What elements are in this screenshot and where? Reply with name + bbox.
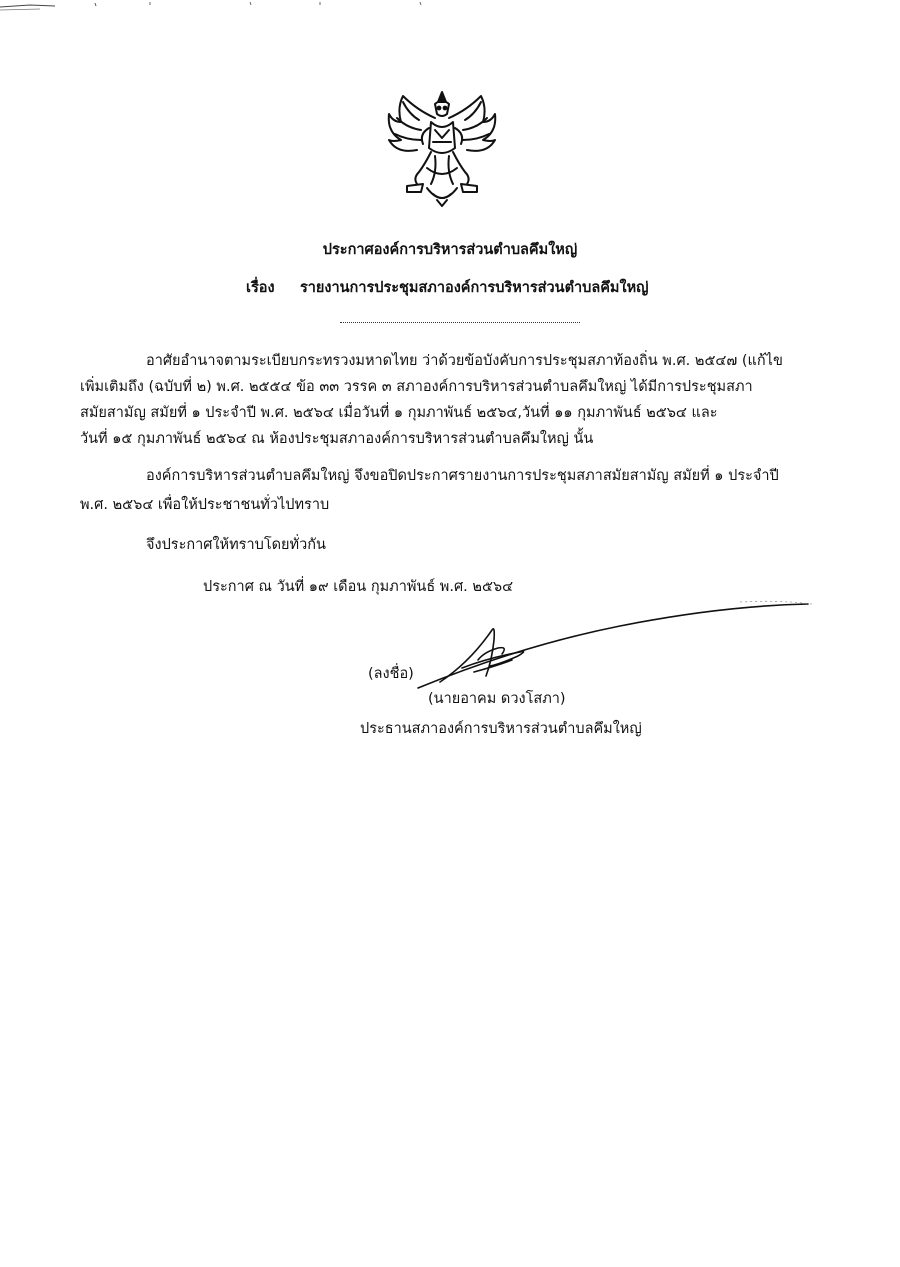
- paragraph2-line: องค์การบริหารส่วนตำบลคึมใหญ่ จึงขอปิดประกาศรายงานการประชุมสภาสมัยสามัญ สมัยที่ ๑ ประจำปี: [146, 468, 779, 484]
- signer-position: ประธานสภาองค์การบริหารส่วนตำบลคึมใหญ่: [360, 721, 642, 737]
- paragraph1-line: เพิ่มเติมถึง (ฉบับที่ ๒) พ.ศ. ๒๕๕๔ ข้อ ๓๓ วรรค ๓ สภาองค์การบริหารส่วนตำบลคึมใหญ่ ได้มีการประชุมสภา: [80, 379, 753, 395]
- dotted-separator: [340, 322, 580, 323]
- document-title: ประกาศองค์การบริหารส่วนตำบลคึมใหญ่: [322, 242, 578, 258]
- signer-name: (นายอาคม ดวงโสภา): [428, 691, 566, 707]
- signed-label: (ลงชื่อ): [368, 666, 414, 682]
- paragraph1-line: สมัยสามัญ สมัยที่ ๑ ประจำปี พ.ศ. ๒๕๖๔ เมื่อวันที่ ๑ กุมภาพันธ์ ๒๕๖๔,วันที่ ๑๑ กุมภาพันธ์ ๒๕๖๔ และ: [80, 405, 718, 421]
- closing-statement: จึงประกาศให้ทราบโดยทั่วกัน: [146, 537, 326, 553]
- scan-artifact: [0, 0, 900, 14]
- subject-line: [246, 276, 648, 299]
- paragraph1-line: อาศัยอำนาจตามระเบียบกระทรวงมหาดไทย ว่าด้วยข้อบังคับการประชุมสภาท้องถิ่น พ.ศ. ๒๕๔๗ (แก้ไข: [146, 353, 783, 369]
- subject-text: รายงานการประชุมสภาองค์การบริหารส่วนตำบลคึมใหญ่: [300, 280, 649, 296]
- paragraph2-line: พ.ศ. ๒๕๖๔ เพื่อให้ประชาชนทั่วไปทราบ: [80, 497, 330, 513]
- announce-date: ประกาศ ณ วันที่ ๑๙ เดือน กุมภาพันธ์ พ.ศ. ๒๕๖๔: [203, 579, 514, 595]
- subject-label: เรื่อง: [246, 280, 275, 296]
- paragraph1-line: วันที่ ๑๕ กุมภาพันธ์ ๒๕๖๔ ณ ห้องประชุมสภาองค์การบริหารส่วนตำบลคึมใหญ่ นั้น: [80, 431, 594, 447]
- garuda-emblem-icon: [383, 88, 501, 210]
